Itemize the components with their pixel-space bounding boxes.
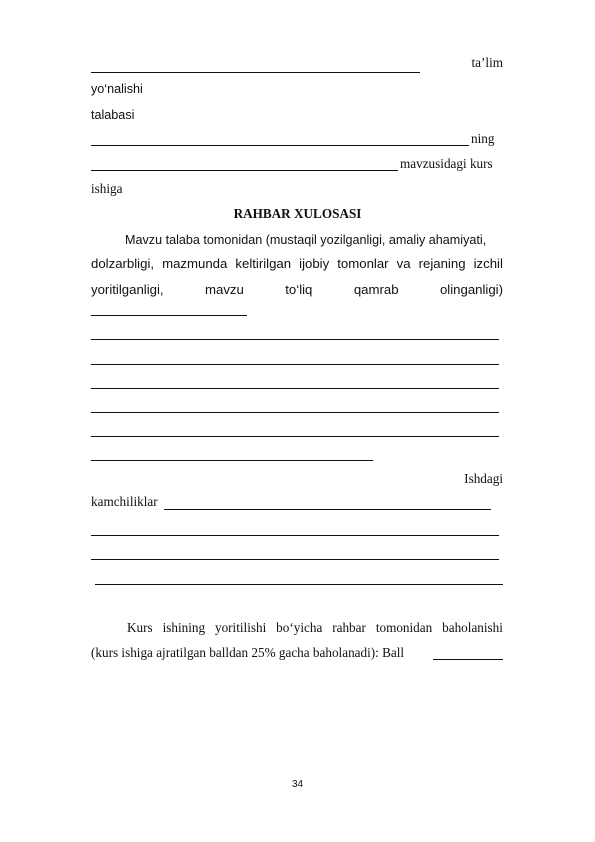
word: yoritilishi <box>214 620 267 635</box>
word: yoritilganligi, <box>91 282 164 297</box>
header-line-talabasi: talabasi <box>91 108 135 122</box>
field-blank-line[interactable] <box>91 460 373 461</box>
word: rejaning <box>418 256 466 271</box>
word: dolzarbligi, <box>91 256 155 271</box>
header-field3-suffix: mavzusidagi kurs <box>400 156 493 171</box>
field-blank-line[interactable] <box>91 145 469 146</box>
field-blank-line[interactable] <box>91 436 499 437</box>
word: ishining <box>162 620 206 635</box>
word: to‘liq <box>285 282 313 297</box>
word: ijobiy <box>299 256 330 271</box>
word: keltirilgan <box>235 256 292 271</box>
header-line-ishiga: ishiga <box>91 181 123 196</box>
word: Kurs <box>127 620 153 635</box>
field-blank-line[interactable] <box>91 364 499 365</box>
field-blank-line[interactable] <box>91 412 499 413</box>
word: mavzu <box>205 282 244 297</box>
field-blank-line[interactable] <box>91 315 247 316</box>
header-field2-suffix: ning <box>471 131 495 146</box>
field-blank-line[interactable] <box>164 509 491 510</box>
paragraph-line-justified <box>91 282 503 298</box>
field-blank-line[interactable] <box>91 339 499 340</box>
header-field1-suffix: ta’lim <box>471 55 503 70</box>
field-blank-line[interactable] <box>91 559 499 560</box>
field-blank-line[interactable] <box>91 170 398 171</box>
word: qamrab <box>353 282 399 297</box>
assessment-line-justified <box>127 620 503 636</box>
word: baholanishi <box>442 620 503 635</box>
word: izchil <box>473 256 503 271</box>
word: bo‘yicha <box>276 620 323 635</box>
paragraph-line-justified <box>91 256 503 272</box>
word: va <box>396 256 411 271</box>
paragraph-line: Mavzu talaba tomonidan (mustaqil yozilganligi, amaliy ahamiyati, <box>125 233 487 247</box>
page-title: RAHBAR XULOSASI <box>233 206 362 221</box>
ball-blank-line[interactable] <box>433 659 503 660</box>
word: tomonlar <box>337 256 389 271</box>
word: tomonidan <box>375 620 433 635</box>
page-number: 34 <box>291 779 304 790</box>
field-blank-line[interactable] <box>91 72 420 73</box>
field-blank-line[interactable] <box>91 535 499 536</box>
word: olinganligi) <box>439 282 503 297</box>
field-blank-line[interactable] <box>95 584 503 585</box>
field-blank-line[interactable] <box>91 388 499 389</box>
shortcomings-label-left: kamchiliklar <box>91 494 158 509</box>
header-line-yonalishi: yo‘nalishi <box>91 82 143 96</box>
assessment-line-2: (kurs ishiga ajratilgan balldan 25% gacha baholanadi): Ball <box>91 645 405 660</box>
word: rahbar <box>332 620 366 635</box>
word: mazmunda <box>162 256 228 271</box>
shortcomings-label-right: Ishdagi <box>464 471 503 486</box>
